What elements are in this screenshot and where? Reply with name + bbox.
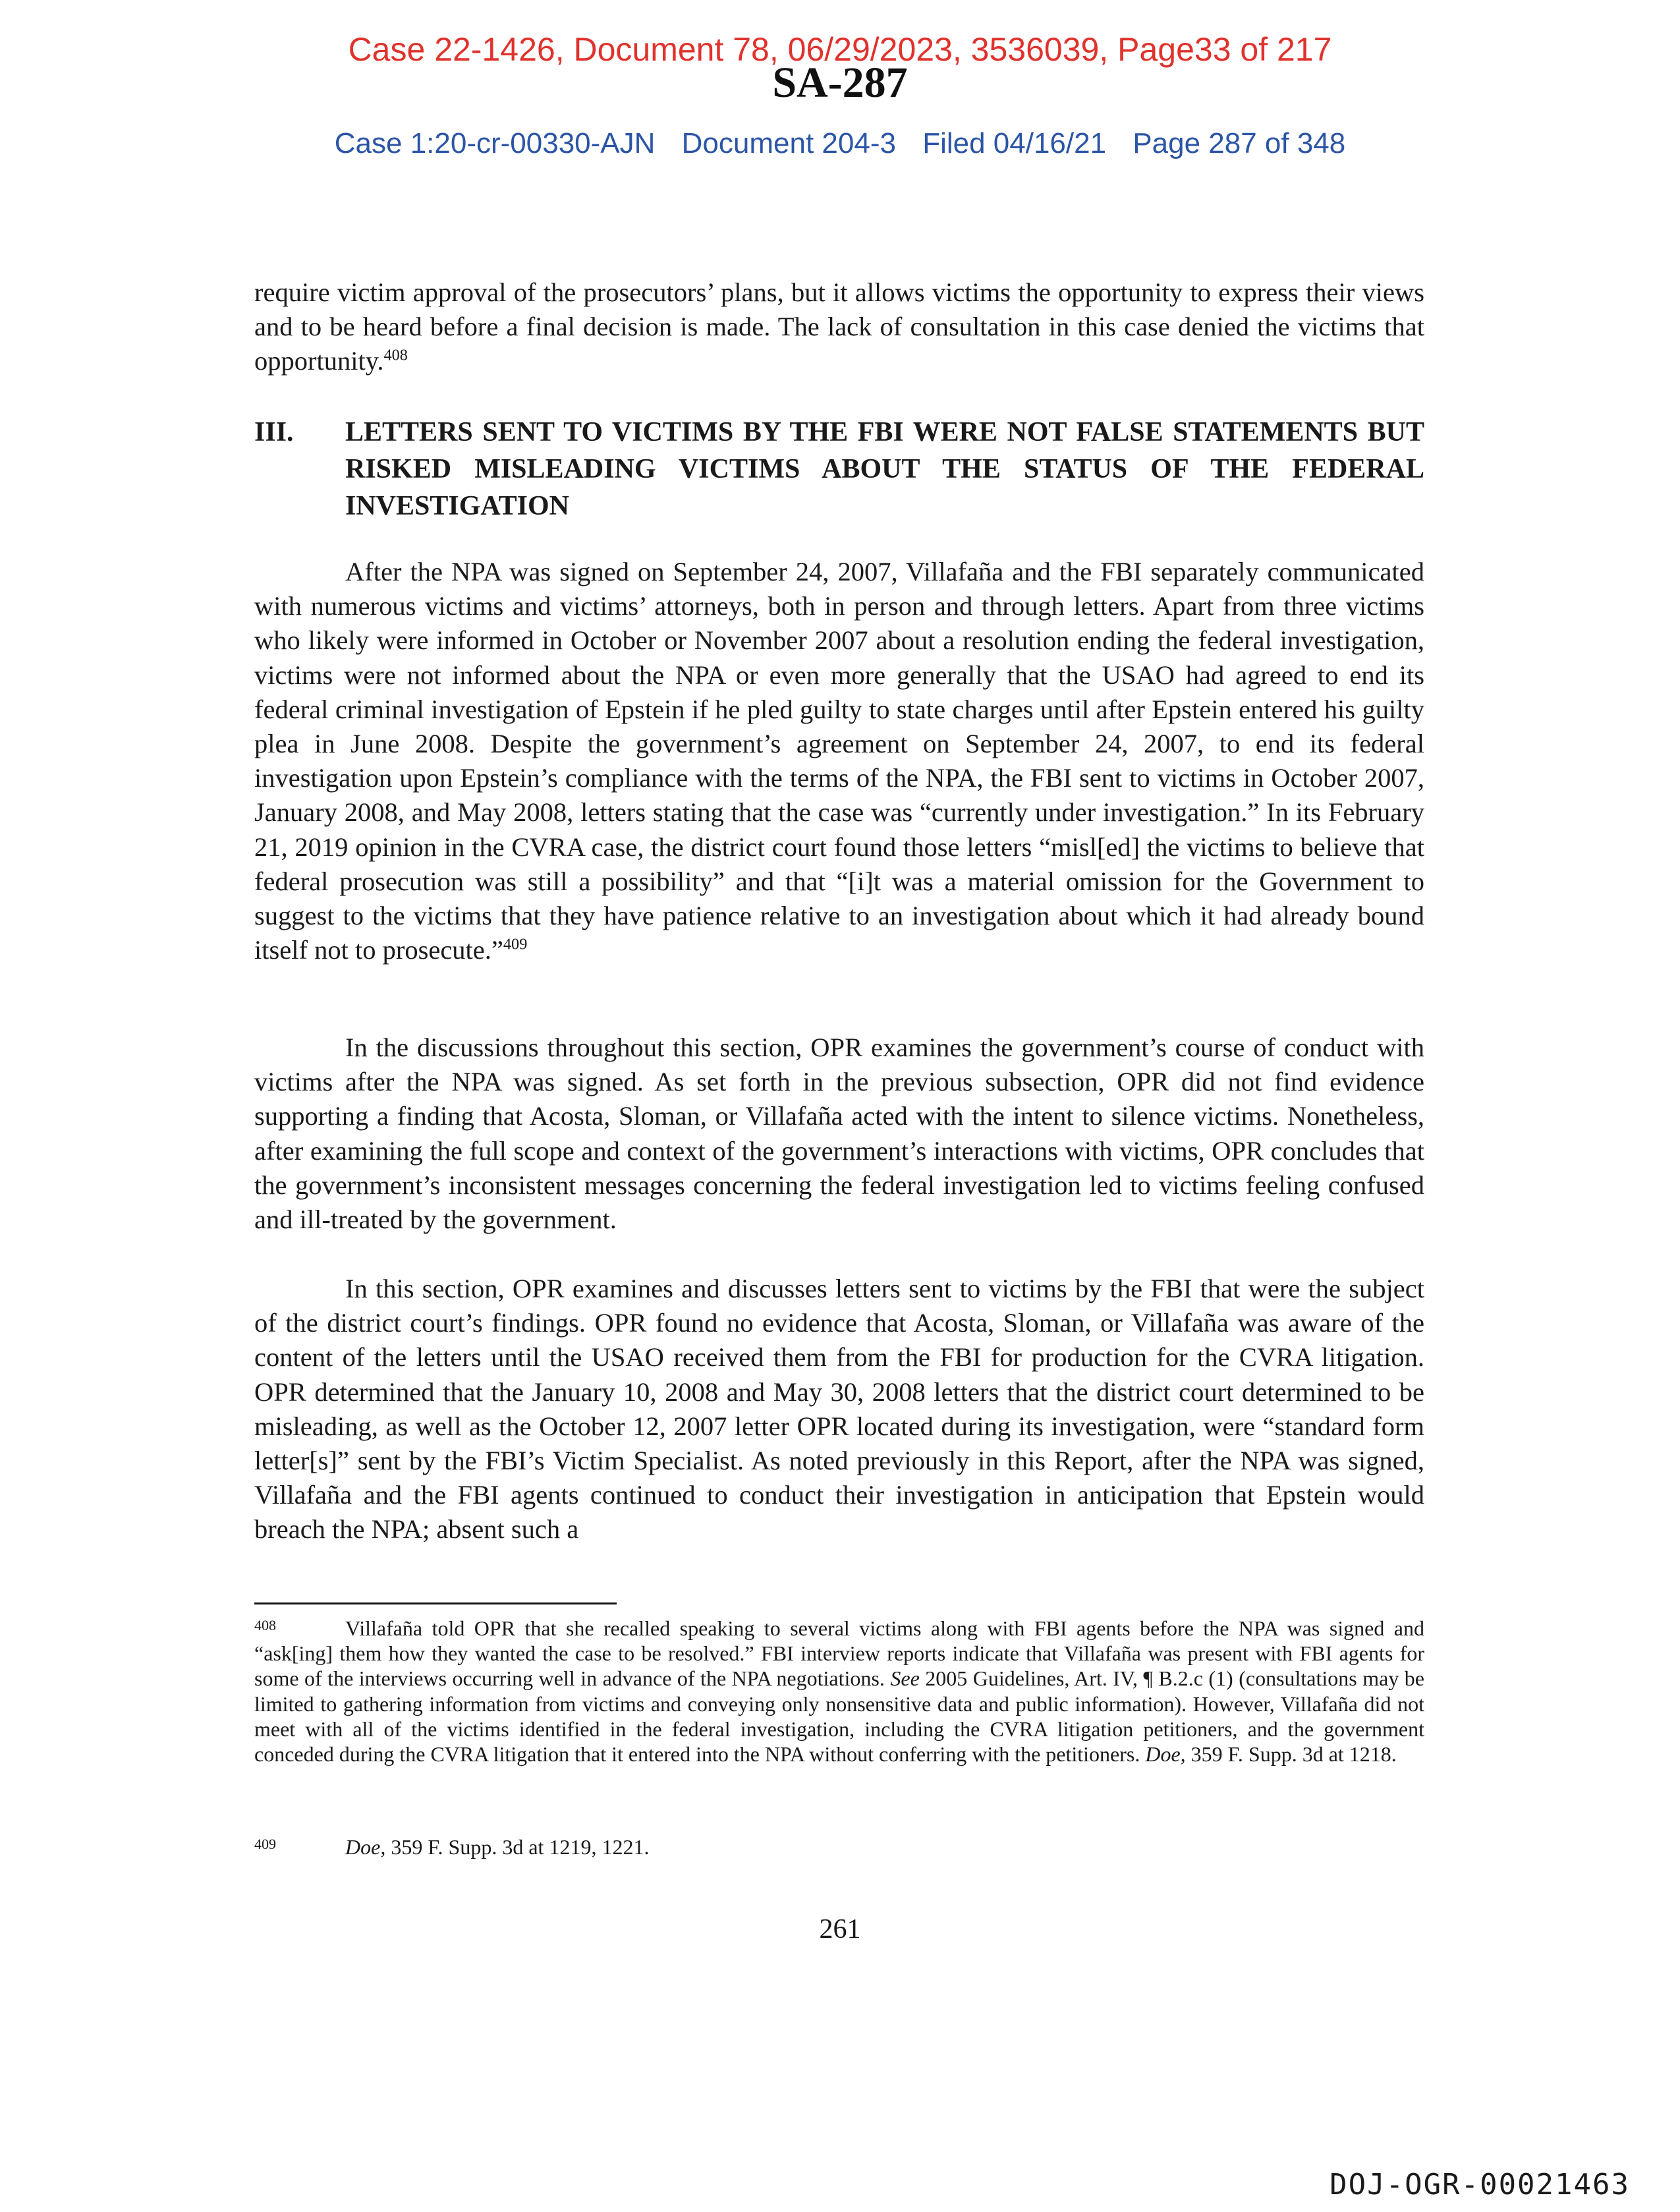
page-count: Page 287 of 348 <box>1133 127 1346 159</box>
footnote-409: 409 Doe, 359 F. Supp. 3d at 1219, 1221. <box>254 1834 1424 1859</box>
case-number: Case 1:20-cr-00330-AJN <box>334 127 656 159</box>
document-number: Document 204-3 <box>681 127 896 159</box>
bates-number: DOJ-OGR-00021463 <box>1330 2168 1630 2201</box>
section-heading <box>254 414 1424 525</box>
page-number: 261 <box>819 1914 861 1944</box>
section-number: III. <box>254 417 294 447</box>
footnote-ref-409: 409 <box>503 935 528 953</box>
district-case-stamp <box>0 123 1680 165</box>
footnote-ref-408: 408 <box>383 346 408 364</box>
section-title: LETTERS SENT TO VICTIMS BY THE FBI WERE NOT FALSE STATEMENTS BUT RISKED MISLEADING VICTIMS ABOUT THE STATUS OF THE FEDERAL INVESTIGATION <box>345 417 1424 521</box>
footnote-number: 409 <box>254 1836 276 1852</box>
footnote-number: 408 <box>254 1617 276 1633</box>
sa-page-number: SA-287 <box>772 59 908 107</box>
filed-date: Filed 04/16/21 <box>922 127 1107 159</box>
footnote-408: 408 Villafaña told OPR that she recalled speaking to several victims along with FBI agents before the NPA was signed and “ask[ing] them how they wanted the case to be resolved.” FBI interview reports indicate that Villafaña was present with FBI agents for some of the interviews occurring well in advance of the NPA negotiations. See 2005 Guidelines, Art. IV, ¶ B.2.c (1) (consultations may be limited to gathering information from victims and conveying only nonsensitive data and public information). However, Villafaña did not meet with all of the victims identified in the federal investigation, including the CVRA litigation petitioners, and the government conceded during the CVRA litigation that it entered into the NPA without conferring with the petitioners. Doe, 359 F. Supp. 3d at 1218. <box>254 1616 1424 1767</box>
appellate-case-stamp: Case 22-1426, Document 78, 06/29/2023, 3536039, Page33 of 217 <box>348 31 1332 68</box>
footnote-divider <box>254 1602 617 1604</box>
paragraph-continuation: require victim approval of the prosecutors’ plans, but it allows victims the opportunity to express their views and to be heard before a final decision is made. The lack of consultation in this case denied the victims that opportunity.$^{408}$ <box>254 277 1424 376</box>
paragraph-1: After the NPA was signed on September 24, 2007, Villafaña and the FBI separately communicated with numerous victims and victims’ attorneys, both in person and through letters. Apart from three victims who likely were informed in October or November 2007 about a resolution ending the federal investigation, victims were not informed about the NPA or even more generally that the USAO had agreed to end its federal criminal investigation of Epstein if he pled guilty to state charges until after Epstein entered his guilty plea in June 2008. Despite the government’s agreement on September 24, 2007, to end its federal investigation upon Epstein’s compliance with the terms of the NPA, the FBI sent to victims in October 2007, January 2008, and May 2008, letters stating that the case was “currently under investigation.” In its February 21, 2019 opinion in the CVRA case, the district court found those letters “misl[ed] the victims to believe that federal prosecution was still a possibility” and that “[i]t was a material omission for the Government to suggest to the victims that they have patience relative to an investigation about which it had already bound itself not to prosecute.”$^{409}$ <box>254 557 1424 965</box>
paragraph-3: In this section, OPR examines and discusses letters sent to victims by the FBI that were the subject of the district court’s findings. OPR found no evidence that Acosta, Sloman, or Villafaña was aware of the content of the letters until the USAO received them from the FBI for production for the CVRA litigation. OPR determined that the January 10, 2008 and May 30, 2008 letters that the district court determined to be misleading, as well as the October 12, 2007 letter OPR located during its investigation, were “standard form letter[s]” sent by the FBI’s Victim Specialist. As noted previously in this Report, after the NPA was signed, Villafaña and the FBI agents continued to conduct their investigation in anticipation that Epstein would breach the NPA; absent such a <box>254 1274 1424 1545</box>
paragraph-2: In the discussions throughout this section, OPR examines the government’s course of conduct with victims after the NPA was signed. As set forth in the previous subsection, OPR did not find evidence supporting a finding that Acosta, Sloman, or Villafaña acted with the intent to silence victims. Nonetheless, after examining the full scope and context of the government’s interactions with victims, OPR concludes that the government’s inconsistent messages concerning the federal investigation led to victims feeling confused and ill-treated by the government. <box>254 1033 1424 1235</box>
